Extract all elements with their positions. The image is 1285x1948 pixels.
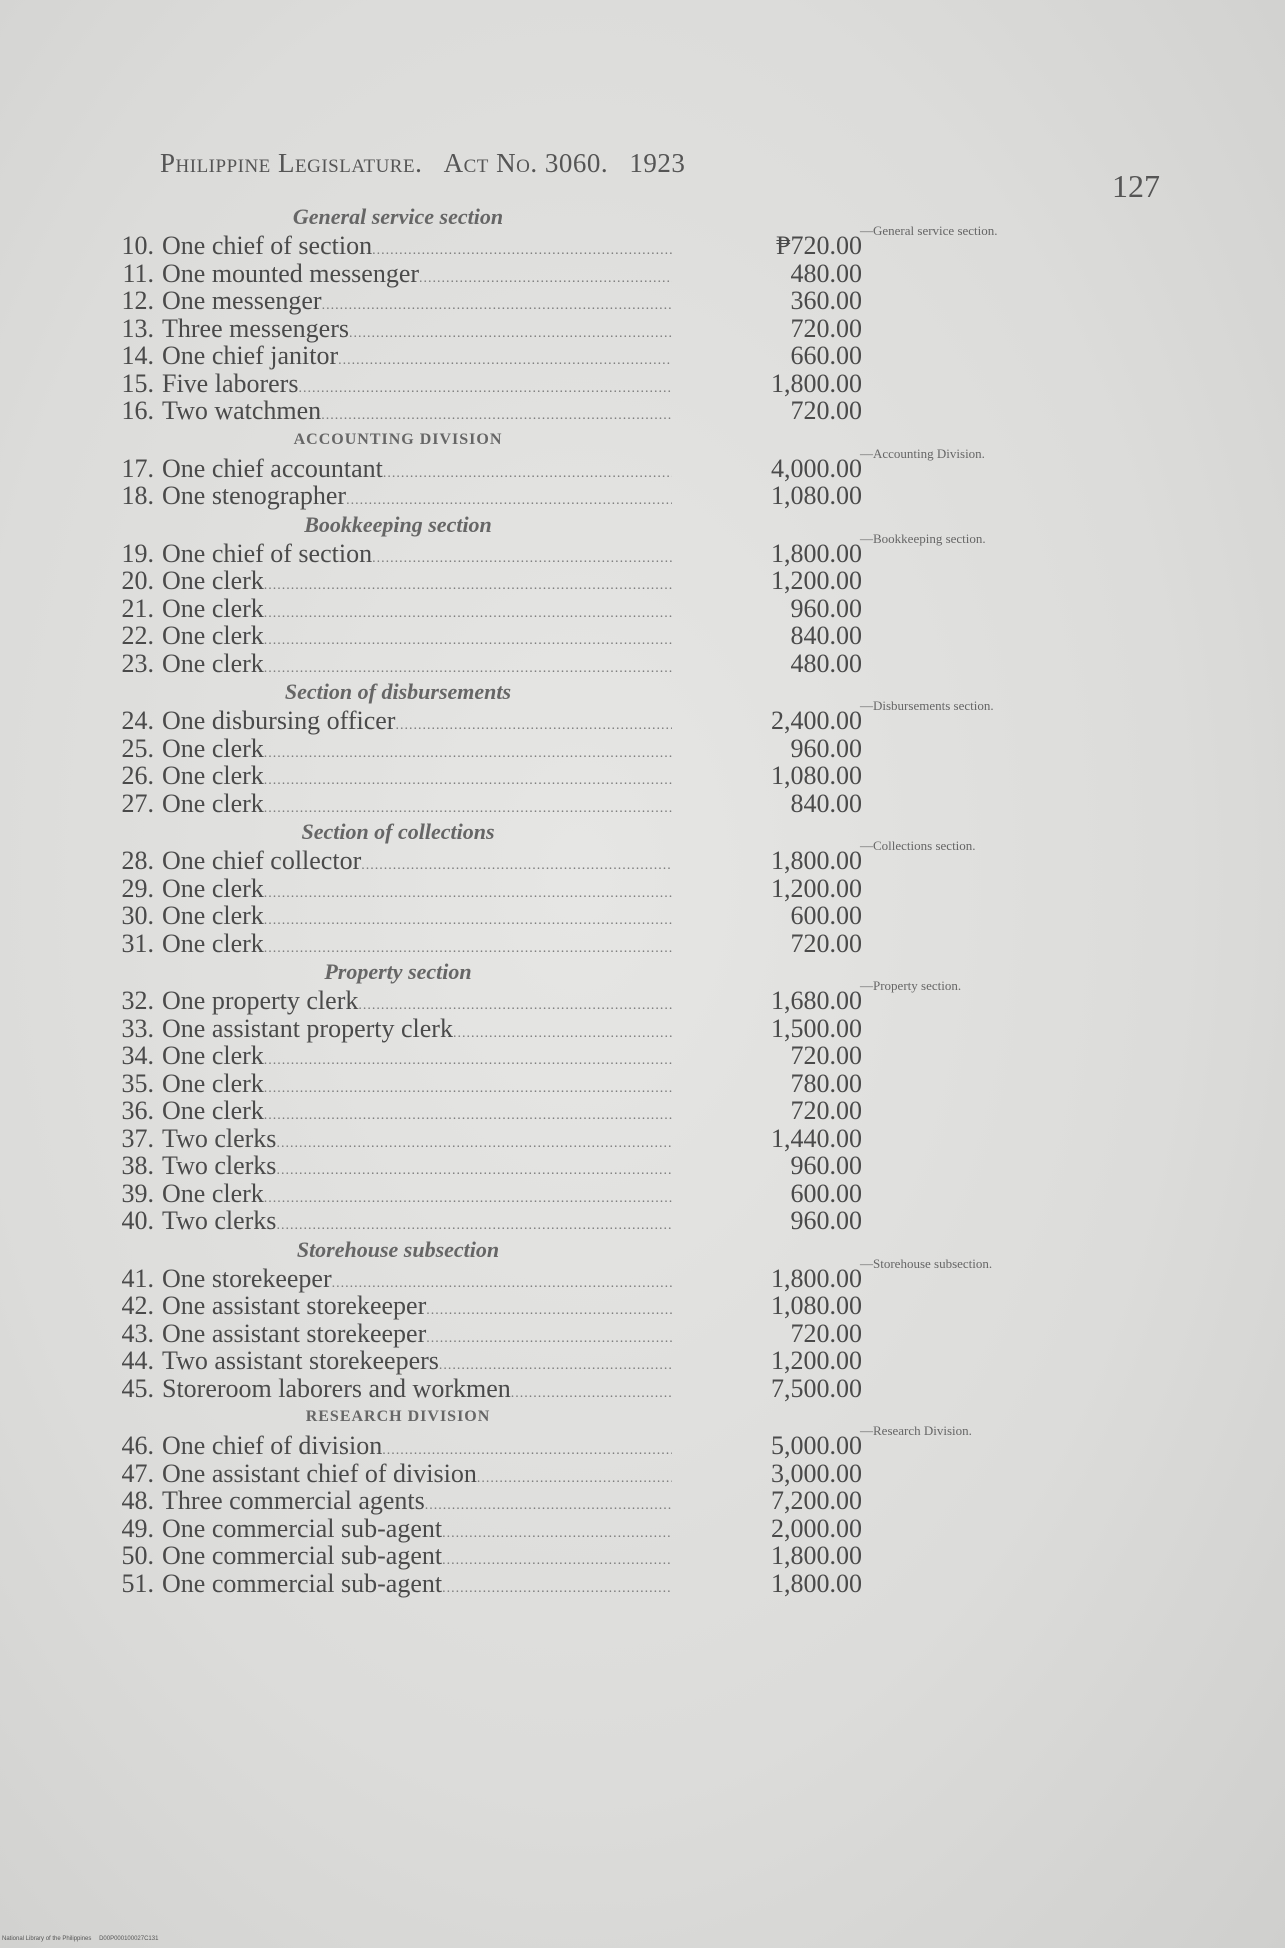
- item-number: 33.: [121, 1013, 154, 1043]
- section-title: Section of collections: [301, 819, 495, 844]
- item-number: 50.: [121, 1541, 154, 1570]
- item-number: 24.: [121, 706, 154, 735]
- item-number: 21.: [121, 593, 154, 623]
- item-description: One clerk .....: [162, 567, 672, 600]
- item-number: 37.: [121, 1123, 154, 1153]
- line-item: [108, 370, 1108, 398]
- running-header: [160, 148, 699, 179]
- line-item: [108, 875, 1108, 903]
- item-number: 43.: [121, 1318, 154, 1348]
- item-amount: 780.00: [790, 1068, 862, 1098]
- section-block: [108, 677, 1108, 817]
- page-number: 127: [1112, 168, 1160, 204]
- item-number: 35.: [121, 1068, 154, 1098]
- item-amount: 1,500.00: [771, 1013, 862, 1043]
- item-description: One clerk .....: [162, 875, 672, 908]
- section-block: [108, 425, 1108, 510]
- item-amount: 7,500.00: [771, 1373, 862, 1403]
- section-block: [108, 817, 1108, 957]
- margin-note: —Bookkeeping section.: [860, 530, 986, 546]
- section-block: [108, 510, 1108, 678]
- item-description: One assistant storekeeper .....: [162, 1292, 672, 1325]
- item-number: 17.: [121, 453, 154, 483]
- item-number: 14.: [121, 341, 154, 370]
- item-description: Three messengers .....: [162, 315, 672, 348]
- item-amount: 660.00: [790, 341, 862, 370]
- item-number: 39.: [121, 1178, 154, 1208]
- item-number: 46.: [121, 1431, 154, 1460]
- item-amount: 360.00: [790, 286, 862, 315]
- item-amount: 1,080.00: [771, 481, 862, 510]
- item-number: 19.: [121, 538, 154, 568]
- section-block: [108, 202, 1108, 425]
- item-description: Two watchmen .....: [162, 397, 672, 430]
- item-amount: 720.00: [790, 313, 862, 343]
- line-item: [108, 1292, 1108, 1320]
- line-item: [108, 1515, 1108, 1543]
- item-description: One clerk .....: [162, 1070, 672, 1103]
- item-description: One clerk .....: [162, 735, 672, 768]
- item-number: 29.: [121, 873, 154, 903]
- item-number: 27.: [121, 788, 154, 818]
- item-amount: 1,800.00: [771, 846, 862, 875]
- item-number: 34.: [121, 1041, 154, 1070]
- item-description: One commercial sub-agent .....: [162, 1515, 672, 1548]
- item-number: 12.: [121, 286, 154, 315]
- item-amount: 1,800.00: [771, 538, 862, 568]
- item-amount: 960.00: [790, 593, 862, 623]
- margin-note: —Collections section.: [860, 838, 976, 853]
- header-year: 1923: [629, 148, 686, 178]
- item-description: One disbursing officer .....: [162, 707, 672, 740]
- section-block: [108, 1235, 1108, 1403]
- item-number: 47.: [121, 1458, 154, 1488]
- item-amount: 840.00: [790, 788, 862, 818]
- line-item: [108, 930, 1108, 958]
- line-item: [108, 650, 1108, 678]
- footer-code: D00P000100027C131: [99, 1936, 159, 1942]
- item-description: One clerk .....: [162, 1042, 672, 1075]
- item-description: One clerk .....: [162, 595, 672, 628]
- item-description: One chief of section .....: [162, 540, 672, 573]
- margin-note: —Disbursements section.: [860, 698, 994, 713]
- item-amount: 1,200.00: [771, 873, 862, 903]
- item-number: 15.: [121, 368, 154, 398]
- item-amount: 7,200.00: [771, 1486, 862, 1515]
- item-amount: 1,080.00: [771, 1291, 862, 1320]
- item-description: One assistant property clerk .....: [162, 1015, 672, 1048]
- item-amount: 720.00: [790, 1096, 862, 1125]
- item-amount: 1,440.00: [771, 1123, 862, 1153]
- item-amount: 4,000.00: [771, 453, 862, 483]
- margin-note: —Property section.: [860, 978, 962, 993]
- section-title: Section of disbursements: [284, 679, 512, 704]
- item-number: 11.: [122, 258, 154, 288]
- line-item: [108, 1375, 1108, 1403]
- footer-library: National Library of the Philippines: [2, 1936, 92, 1942]
- line-item: [108, 1015, 1108, 1043]
- line-item: [108, 1570, 1108, 1598]
- item-number: 23.: [121, 648, 154, 678]
- line-item: [108, 1070, 1108, 1098]
- item-description: One mounted messenger .....: [162, 260, 672, 293]
- section-title: General service section: [292, 204, 504, 229]
- line-item: [108, 342, 1108, 370]
- item-number: 20.: [121, 566, 154, 595]
- section-title: Bookkeeping section: [304, 511, 492, 537]
- item-amount: 1,800.00: [771, 1541, 862, 1570]
- item-description: One clerk .....: [162, 1180, 672, 1213]
- item-description: Five laborers .....: [162, 370, 672, 403]
- item-description: One chief of division .....: [162, 1432, 672, 1465]
- margin-note: —Research Division.: [860, 1423, 972, 1438]
- item-description: One commercial sub-agent .....: [162, 1570, 672, 1603]
- item-description: Two clerks .....: [162, 1207, 672, 1240]
- item-amount: 720.00: [790, 928, 862, 958]
- section-title: RESEARCH DIVISION: [305, 1408, 491, 1425]
- item-description: One stenographer .....: [162, 482, 672, 515]
- item-number: 26.: [121, 761, 154, 790]
- section-title: Storehouse subsection: [296, 1236, 500, 1262]
- item-description: One assistant storekeeper .....: [162, 1320, 672, 1353]
- item-description: Two assistant storekeepers .....: [162, 1347, 672, 1380]
- appropriation-list: [108, 202, 1108, 1597]
- item-description: One clerk .....: [162, 622, 672, 655]
- item-amount: 1,800.00: [771, 368, 862, 398]
- item-description: One chief janitor .....: [162, 342, 672, 375]
- line-item: [108, 260, 1108, 288]
- item-number: 25.: [121, 733, 154, 763]
- item-amount: 1,680.00: [771, 986, 862, 1015]
- line-item: [108, 762, 1108, 790]
- item-number: 48.: [121, 1486, 154, 1515]
- item-amount: 600.00: [790, 1178, 862, 1208]
- item-amount: 3,000.00: [771, 1458, 862, 1488]
- item-amount: 1,800.00: [771, 1568, 862, 1598]
- item-amount: 720.00: [790, 1041, 862, 1070]
- item-amount: 5,000.00: [771, 1431, 862, 1460]
- item-description: One commercial sub-agent .....: [162, 1542, 672, 1575]
- section-block: [108, 957, 1108, 1235]
- item-amount: 1,800.00: [771, 1263, 862, 1293]
- item-number: 22.: [121, 621, 154, 650]
- margin-note: —Accounting Division.: [860, 445, 985, 461]
- item-description: One clerk .....: [162, 762, 672, 795]
- item-number: 45.: [121, 1373, 154, 1403]
- margin-note: —General service section.: [860, 223, 998, 238]
- item-amount: 480.00: [790, 258, 862, 288]
- item-amount: 1,080.00: [771, 761, 862, 790]
- item-description: One chief accountant .....: [162, 455, 672, 488]
- item-number: 40.: [121, 1206, 154, 1235]
- item-number: 10.: [121, 231, 154, 260]
- item-description: One assistant chief of division .....: [162, 1460, 672, 1493]
- item-description: Three commercial agents .....: [162, 1487, 672, 1520]
- item-amount: 720.00: [790, 396, 862, 425]
- line-item: [108, 1542, 1108, 1570]
- item-number: 36.: [121, 1096, 154, 1125]
- line-item: [108, 1320, 1108, 1348]
- running-title: Philippine Legislature.: [160, 148, 423, 178]
- item-number: 30.: [121, 901, 154, 930]
- scan-footer: [2, 1936, 164, 1942]
- item-number: 32.: [121, 986, 154, 1015]
- line-item: [108, 1460, 1108, 1488]
- item-description: One clerk .....: [162, 902, 672, 935]
- line-item: [108, 790, 1108, 818]
- item-amount: 1,200.00: [771, 1346, 862, 1375]
- line-item: [108, 1347, 1108, 1375]
- item-amount: 1,200.00: [771, 566, 862, 595]
- item-amount: 960.00: [790, 733, 862, 763]
- item-number: 44.: [121, 1346, 154, 1375]
- item-description: One clerk .....: [162, 650, 672, 683]
- line-item: [108, 595, 1108, 623]
- line-item: [108, 1125, 1108, 1153]
- item-number: 49.: [121, 1513, 154, 1543]
- item-number: 13.: [121, 313, 154, 343]
- line-item: [108, 1097, 1108, 1125]
- item-description: One messenger .....: [162, 287, 672, 320]
- item-amount: 960.00: [790, 1151, 862, 1180]
- item-amount: 2,400.00: [771, 706, 862, 735]
- item-description: One clerk .....: [162, 790, 672, 823]
- line-item: [108, 315, 1108, 343]
- line-item: [108, 482, 1108, 510]
- section-title: Property section: [324, 959, 472, 984]
- line-item: [108, 1487, 1108, 1515]
- item-amount: 720.00: [790, 1318, 862, 1348]
- margin-note: —Storehouse subsection.: [860, 1255, 993, 1271]
- line-item: [108, 735, 1108, 763]
- item-description: Storeroom laborers and workmen .....: [162, 1375, 672, 1408]
- item-description: One clerk .....: [162, 930, 672, 963]
- item-number: 38.: [121, 1151, 154, 1180]
- item-number: 51.: [121, 1568, 154, 1598]
- item-number: 42.: [121, 1291, 154, 1320]
- item-amount: 480.00: [790, 648, 862, 678]
- item-number: 28.: [121, 846, 154, 875]
- act-number: Act No. 3060.: [443, 148, 609, 178]
- item-number: 18.: [121, 481, 154, 510]
- line-item: [108, 567, 1108, 595]
- line-item: [108, 1180, 1108, 1208]
- item-description: Two clerks .....: [162, 1152, 672, 1185]
- line-item: [108, 622, 1108, 650]
- item-number: 41.: [121, 1263, 154, 1293]
- item-description: One storekeeper .....: [162, 1265, 672, 1298]
- item-amount: 2,000.00: [771, 1513, 862, 1543]
- item-description: One chief of section .....: [162, 232, 672, 265]
- item-number: 16.: [121, 396, 154, 425]
- line-item: [108, 287, 1108, 315]
- item-amount: 840.00: [790, 621, 862, 650]
- item-number: 31.: [121, 928, 154, 958]
- line-item: [108, 1207, 1108, 1235]
- item-amount: 600.00: [790, 901, 862, 930]
- item-amount: ₱720.00: [776, 231, 862, 260]
- line-item: [108, 1152, 1108, 1180]
- line-item: [108, 1042, 1108, 1070]
- line-item: [108, 397, 1108, 425]
- section-title: ACCOUNTING DIVISION: [293, 430, 503, 448]
- item-amount: 960.00: [790, 1206, 862, 1235]
- item-description: One chief collector .....: [162, 847, 672, 880]
- item-description: One property clerk .....: [162, 987, 672, 1020]
- line-item: [108, 902, 1108, 930]
- item-description: Two clerks .....: [162, 1125, 672, 1158]
- section-block: [108, 1402, 1108, 1597]
- item-description: One clerk .....: [162, 1097, 672, 1130]
